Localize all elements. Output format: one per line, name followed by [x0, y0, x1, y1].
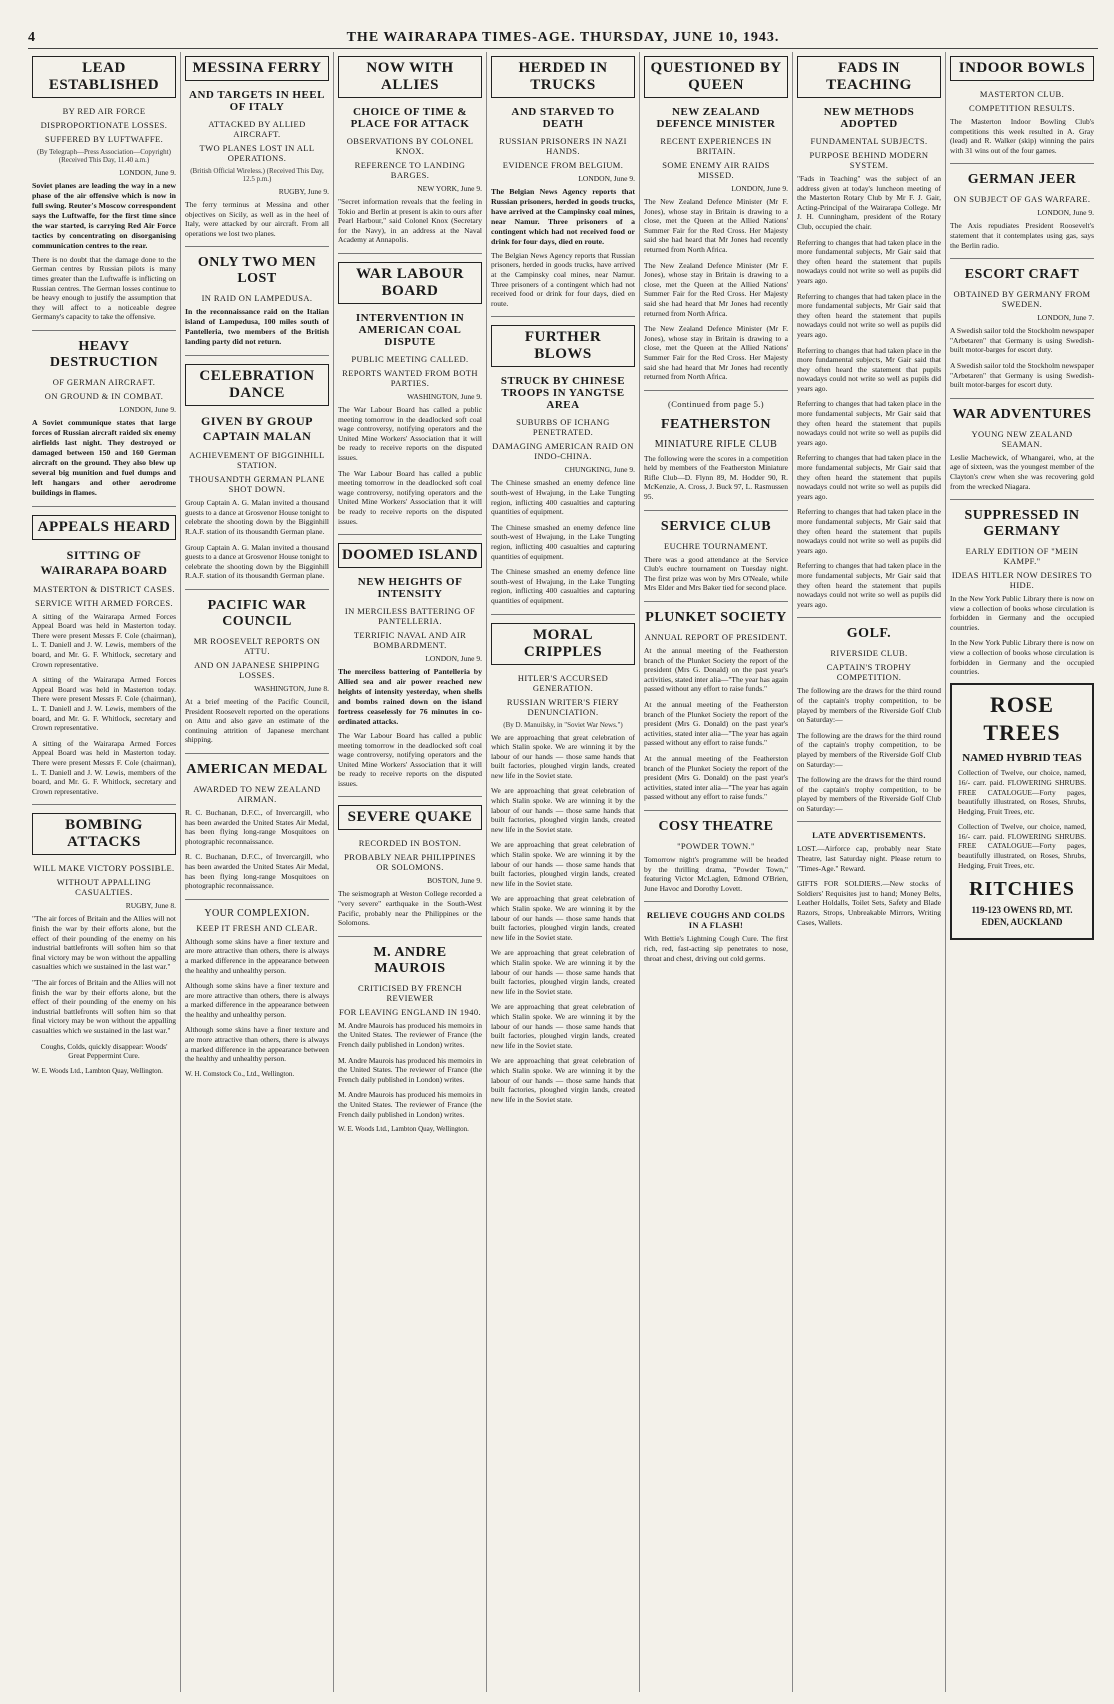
subhead: HITLER'S ACCURSED GENERATION.	[517, 672, 609, 693]
headline: SEVERE QUAKE	[338, 805, 482, 830]
article-body: M. Andre Maurois has produced his memoirs in the United States. The reviewer of France (the French daily published in London) writes.	[338, 1020, 482, 1050]
article-body: The New Zealand Defence Minister (Mr F. Jones), whose stay in Britain is drawing to a close, met the Queen at the Allied Nations' Summer Fair for the Red Cross. Her Majesty said she had heard that Mr Jones had recently returned from North Africa.	[644, 324, 788, 382]
column-7	[946, 52, 1098, 1692]
dateline: LONDON, June 9.	[731, 184, 788, 193]
article-body: At a brief meeting of the Pacific Council, President Roosevelt reported on the operations on Attu and also gave an estimate of the continuing attrition of Japanese merchant shipping.	[185, 697, 329, 745]
headline: YOUR COMPLEXION.	[204, 907, 310, 919]
subhead: REPORTS WANTED FROM BOTH PARTIES.	[342, 367, 478, 388]
article-body: The following are the draws for the third round of the captain's trophy competition, to be played by members of the Riverside Golf Club on Saturday:—	[797, 730, 941, 769]
subhead: THOUSANDTH GERMAN PLANE SHOT DOWN.	[189, 474, 325, 495]
headline: CELEBRATION DANCE	[185, 364, 329, 406]
article-body: R. C. Buchanan, D.F.C., of Invercargill, who has been awarded the United States Air Medal, has been flying long-range Mosquitoes on photographic reconnaissance.	[185, 852, 329, 891]
subhead: REFERENCE TO LANDING BARGES.	[354, 160, 466, 180]
article-body: Referring to changes that had taken place in the more fundamental subjects, Mr Gair said that they often heard the statement that pupils nowadays could not write so well as pupils did years ago.	[797, 507, 941, 555]
article-body: The seismograph at Weston College recorded a "very severe" earthquake in the South-West Pacific, probably near the Philippines or the Solomons.	[338, 889, 482, 928]
article-body: We are approaching that great celebration of which Stalin spoke. We are winning it by the labour of our hands — those same hands that built factories, ploughed virgin lands, created new life in the Soviet state.	[491, 732, 635, 780]
article-body: The following are the draws for the third round of the captain's trophy competition, to be played by members of the Riverside Golf Club on Saturday:—	[797, 686, 941, 725]
article-body: The New Zealand Defence Minister (Mr F. Jones), whose stay in Britain is drawing to a close, met the Queen at the Allied Nations' Summer Fair for the Red Cross. Her Majesty said she had heard that Mr Jones had recently returned from North Africa.	[644, 260, 788, 318]
dateline: NEW YORK, June 9.	[417, 184, 482, 193]
headline: GERMAN JEER	[967, 172, 1077, 188]
subhead: MASTERTON CLUB.	[979, 89, 1065, 99]
headline: BOMBING ATTACKS	[32, 813, 176, 855]
article-lead: Soviet planes are leading the way in a new phase of the air offensive which is now in full swing. Reuter's Moscow correspondent says the Luftwaffe, for the first time since the war started, is carrying Red Air Force tactics by concentrating on disorganising communication centres to the rear.	[32, 181, 176, 250]
subhead: WITHOUT APPALLING CASUALTIES.	[56, 877, 152, 898]
dateline: LONDON, June 9.	[119, 404, 176, 414]
article-body: We are approaching that great celebration of which Stalin spoke. We are winning it by the labour of our hands — those same hands that built factories, ploughed virgin lands, created new life in the Soviet state.	[491, 840, 635, 888]
article-body: Referring to changes that had taken place in the more fundamental subjects, Mr Gair said that they often heard the statement that pupils nowadays could not write so well as pupils did years ago.	[797, 237, 941, 285]
imprint: W. E. Woods Ltd., Lambton Quay, Wellington.	[338, 1125, 469, 1134]
subhead: OF GERMAN AIRCRAFT.	[52, 376, 156, 387]
subhead: ON GROUND & IN COMBAT.	[44, 390, 164, 401]
headline: HERDED IN TRUCKS	[491, 56, 635, 98]
article-body: In the New York Public Library there is now on view a collection of books whose circulation is forbidden in Germany and the occupied countries.	[950, 638, 1094, 677]
headline: MESSINA FERRY	[185, 56, 329, 81]
headline: PLUNKET SOCIETY	[645, 610, 787, 626]
subhead: YOUNG NEW ZEALAND SEAMAN.	[971, 428, 1073, 449]
headline: DOOMED ISLAND	[338, 543, 482, 568]
column-6	[793, 52, 946, 1692]
subhead: DISPROPORTIONATE LOSSES.	[40, 120, 168, 130]
headline: FURTHER BLOWS	[491, 325, 635, 367]
subhead: ON SUBJECT OF GAS WARFARE.	[953, 194, 1091, 205]
headline: FEATHERSTON	[660, 416, 771, 432]
dateline: LONDON, June 9.	[1037, 208, 1094, 218]
headline: LEAD ESTABLISHED	[32, 56, 176, 98]
advertisement-body: With Bettie's Lightning Cough Cure. The first rich, red, fast-acting sip penetrates to nose, throat and chest, driving out cold germs.	[644, 934, 788, 963]
subhead: RIVERSIDE CLUB.	[830, 648, 908, 659]
subhead: AND TARGETS IN HEEL OF ITALY	[189, 89, 325, 113]
article-body: A Swedish sailor told the Stockholm newspaper "Arbetaren" that Germany is using Swedish-built motor-barges for escort duty.	[950, 326, 1094, 355]
subhead: KEEP IT FRESH AND CLEAR.	[196, 922, 318, 933]
subhead: NEW HEIGHTS OF INTENSITY	[357, 576, 463, 601]
subhead: AND STARVED TO DEATH	[511, 106, 615, 130]
headline: HEAVY DESTRUCTION	[49, 338, 159, 370]
headline: GOLF.	[846, 626, 892, 642]
article-body: The Belgian News Agency reports that Russian prisoners, herded in goods trucks, have arrived at the Campinsky coal mines, near Namur. Three prisoners of a contingent which had not received food or drink for four days, died en route.	[491, 250, 635, 308]
article-body: At the annual meeting of the Featherston branch of the Plunket Society the report of the president (Mrs G. Donald) on the past year's activities, stated inter alia—"The year has again passed without any effort to raise funds."	[644, 646, 788, 694]
subhead: MR ROOSEVELT REPORTS ON ATTU.	[193, 636, 321, 656]
subhead: RUSSIAN PRISONERS IN NAZI HANDS.	[499, 136, 627, 156]
dateline: RUGBY, June 8.	[125, 901, 176, 911]
dateline: CHUNGKING, June 9.	[564, 465, 635, 475]
article-body: The Chinese smashed an enemy defence line south-west of Hwajung, in the Lake Tungting region, inflicting 400 casualties and capturing quantities of equipment.	[491, 567, 635, 605]
headline: PACIFIC WAR COUNCIL	[207, 598, 307, 629]
column-5	[640, 52, 793, 1692]
article-body: The ferry terminus at Messina and other objectives on Sicily, as well as in the heel of Italy, were attacked by our aircraft. From all operations we lost two planes.	[185, 200, 329, 238]
article-lead: In the reconnaissance raid on the Italian island of Lampedusa, 100 miles south of Pantelleria, two members of the British landing party did not return.	[185, 307, 329, 347]
dateline: WASHINGTON, June 9.	[407, 391, 482, 401]
article-body: The War Labour Board has called a public meeting tomorrow in the deadlocked soft coal wage controversy, notifying operators and the United Mine Workers' Association that it will be ready to receive reports on the disputed issues.	[338, 730, 482, 788]
headline: ESCORT CRAFT	[964, 267, 1080, 283]
article-body: Group Captain A. G. Malan invited a thousand guests to a dance at Grosvenor House tonight to celebrate the shooting down by the Bigginhill R.A.F. station of its thousandth German plane.	[185, 542, 329, 581]
subhead: EVIDENCE FROM BELGIUM.	[502, 160, 624, 170]
dateline: RUGBY, June 9.	[278, 187, 329, 196]
subhead: STRUCK BY CHINESE TROOPS IN YANGTSE AREA	[500, 375, 626, 412]
article-body: The following were the scores in a competition held by members of the Featherston Miniature Rifle Club—D. Flynn 89, M. Hodder 90, R. McKenzie, A. Cross, J. Buck 97, L. Rasmussen 95.	[644, 453, 788, 502]
subhead: PURPOSE BEHIND MODERN SYSTEM.	[809, 150, 929, 170]
subhead: MASTERTON & DISTRICT CASES.	[33, 583, 175, 594]
article-body: Referring to changes that had taken place in the more fundamental subjects, Mr Gair said that they often heard the statement that pupils nowadays could not write so well as pupils did years ago.	[797, 561, 941, 609]
subhead: AWARDED TO NEW ZEALAND AIRMAN.	[193, 783, 321, 804]
article-body: We are approaching that great celebration of which Stalin spoke. We are winning it by the labour of our hands — those same hands that built factories, ploughed virgin lands, created new life in the Soviet state.	[491, 894, 635, 942]
subhead: SOME ENEMY AIR RAIDS MISSED.	[662, 160, 770, 180]
subhead: IDEAS HITLER NOW DESIRES TO HIDE.	[951, 570, 1093, 591]
article-body: At the annual meeting of the Featherston branch of the Plunket Society the report of the president (Mrs G. Donald) on the past year's activities, stated inter alia—"The year has again passed without any effort to raise funds."	[644, 700, 788, 748]
advertisement-title: RELIEVE COUGHS AND COLDS IN A FLASH!	[646, 910, 786, 931]
subhead: ACHIEVEMENT OF BIGGINHILL STATION.	[189, 450, 325, 471]
classified-ad: LOST.—Airforce cap, probably near State Theatre, last Saturday night. Please return to "Times-Age." Reward.	[797, 844, 941, 873]
headline: MORAL CRIPPLES	[491, 623, 635, 665]
subhead: OBSERVATIONS BY COLONEL KNOX.	[346, 136, 474, 156]
subhead: DAMAGING AMERICAN RAID ON INDO-CHINA.	[492, 441, 634, 462]
article-body: Referring to changes that had taken place in the more fundamental subjects, Mr Gair said that they often heard the statement that pupils nowadays could not write so well as pupils did years ago.	[797, 345, 941, 393]
headline: QUESTIONED BY QUEEN	[644, 56, 788, 98]
subhead: SITTING OF WAIRARAPA BOARD	[40, 547, 168, 577]
article-body: "The air forces of Britain and the Allies will not finish the war by their efforts alone, but the effect of their pounding of the enemy on his industrial battlefronts will soften him so that final victory may be won without the appalling casualties which we sustained in the last war."	[32, 914, 176, 972]
headline: APPEALS HEARD	[32, 515, 176, 540]
article-lead: The merciless battering of Pantelleria by Allied sea and air power reached new heights of intensity yesterday, when shells and bombs rained down on the island fortress ceaselessly for 76 minutes in co-ordinated attacks.	[338, 667, 482, 726]
wire-credit: (By D. Manuilsky, in "Soviet War News.")	[503, 720, 623, 729]
dateline: LONDON, June 9.	[119, 168, 176, 177]
rose-trees-ad	[950, 683, 1094, 940]
subhead: CRITICISED BY FRENCH REVIEWER	[357, 982, 463, 1003]
subhead: CHOICE OF TIME & PLACE FOR ATTACK	[350, 106, 470, 130]
headline: WAR LABOUR BOARD	[338, 262, 482, 304]
subhead: RECORDED IN BOSTON.	[358, 838, 462, 849]
article-body: "Secret information reveals that the feeling in Tokio and Berlin at present is akin to ours after Pearl Harbour," said Colonel Knox (Secretary for the Navy), in an address at the Naval Academy at Annapolis.	[338, 197, 482, 245]
subhead: BY RED AIR FORCE	[62, 106, 146, 116]
article-body: The Masterton Indoor Bowling Club's competitions this week resulted in A. Gray (lead) and R. Walker (skip) winning the pairs with 31 wins out of the four games.	[950, 117, 1094, 155]
masthead	[28, 28, 1098, 49]
subhead: ATTACKED BY ALLIED AIRCRAFT.	[208, 119, 306, 139]
article-body: The Chinese smashed an enemy defence line south-west of Hwajung, in the Lake Tungting region, inflicting 400 casualties and capturing quantities of equipment.	[491, 522, 635, 561]
dateline: LONDON, June 9.	[578, 174, 635, 183]
article-body: We are approaching that great celebration of which Stalin spoke. We are winning it by the labour of our hands — those same hands that built factories, ploughed virgin lands, created new life in the Soviet state.	[491, 786, 635, 834]
ad-address: 119-123 OWENS RD, MT. EDEN, AUCKLAND	[971, 905, 1073, 927]
column-1	[28, 52, 181, 1692]
continued-note: (Continued from page 5.)	[668, 398, 764, 409]
article-body: M. Andre Maurois has produced his memoirs in the United States. The reviewer of France (the French daily published in London) writes.	[338, 1090, 482, 1119]
subhead: FUNDAMENTAL SUBJECTS.	[810, 136, 928, 146]
headline: COSY THEATRE	[658, 818, 774, 834]
article-body: The War Labour Board has called a public meeting tomorrow in the deadlocked soft coal wage controversy, notifying operators and the United Mine Workers' Association that it will be ready to receive reports on the disputed issues.	[338, 404, 482, 462]
article-body: We are approaching that great celebration of which Stalin spoke. We are winning it by the labour of our hands — those same hands that built factories, ploughed virgin lands, created new life in the Soviet state.	[491, 1002, 635, 1050]
dateline: LONDON, June 7.	[1037, 313, 1094, 323]
subhead: RECENT EXPERIENCES IN BRITAIN.	[660, 136, 772, 156]
headline: SUPPRESSED IN GERMANY	[964, 508, 1080, 540]
article-body: At the annual meeting of the Featherston branch of the Plunket Society the report of the president (Mrs G. Donald) on the past year's activities, stated inter alia—"The year has again passed without any effort to raise funds."	[644, 753, 788, 802]
subhead: OBTAINED BY GERMANY FROM SWEDEN.	[953, 289, 1091, 310]
headline: FADS IN TEACHING	[797, 56, 941, 98]
column-2	[181, 52, 334, 1692]
dateline: LONDON, June 9.	[425, 654, 482, 664]
headline: M. ANDRE MAUROIS	[373, 944, 447, 976]
ad-subtitle: NAMED HYBRID TEAS	[962, 752, 1082, 765]
subhead: ANNUAL REPORT OF PRESIDENT.	[644, 632, 788, 643]
subhead: SUBURBS OF ICHANG PENETRATED.	[516, 417, 610, 438]
subhead: NEW METHODS ADOPTED	[823, 106, 915, 130]
article-body: "The air forces of Britain and the Allies will not finish the war by their efforts alone, but the effect of their pounding of the enemy on his industrial battlefronts will soften him so that final victory may be won without the appalling casualties which we sustained in the last war."	[32, 977, 176, 1035]
article-body: A sitting of the Wairarapa Armed Forces Appeal Board was held in Masterton today. There were present Messrs F. Cole (chairman), L. T. Daniell and J. W. Lewis, members of the board, and Mr. G. F. Whitlock, secretary and Crown representative.	[32, 738, 176, 796]
subhead: TERRIFIC NAVAL AND AIR BOMBARDMENT.	[353, 630, 467, 651]
article-body: R. C. Buchanan, D.F.C., of Invercargill, who has been awarded the United States Air Medal, has been flying long-range Mosquitoes on photographic reconnaissance.	[185, 807, 329, 846]
headline: AMERICAN MEDAL	[186, 761, 328, 777]
subhead: WILL MAKE VICTORY POSSIBLE.	[33, 863, 175, 874]
article-body: There was a good attendance at the Service Club's euchre tournament on Tuesday night. The first prize was won by Mrs O'Neale, while Mrs Elder and Mrs Baker tied for second place.	[644, 554, 788, 593]
column-4	[487, 52, 640, 1692]
article-body: A sitting of the Wairarapa Armed Forces Appeal Board was held in Masterton today. There were present Messrs F. Cole (chairman), L. T. Daniell and J. W. Lewis, members of the board, and Mr. G. F. Whitlock, secretary and Crown representative.	[32, 611, 176, 669]
dateline: BOSTON, June 9.	[427, 876, 482, 886]
subhead: COMPETITION RESULTS.	[969, 103, 1075, 113]
article-body: In the New York Public Library there is now on view a collection of books whose circulation is forbidden in Germany and the occupied countries.	[950, 594, 1094, 632]
subhead: SUFFERED BY LUFTWAFFE.	[44, 134, 164, 144]
article-body: A Swedish sailor told the Stockholm newspaper "Arbetaren" that Germany is using Swedish-built motor-barges for escort duty.	[950, 360, 1094, 390]
ad-title: ROSE TREES	[983, 691, 1061, 746]
subhead: IN MERCILESS BATTERING OF PANTELLERIA.	[344, 606, 476, 627]
article-body: Group Captain A. G. Malan invited a thousand guests to a dance at Grosvenor House tonight to celebrate the shooting down by the Bigginhill R.A.F. station of its thousandth German plane.	[185, 498, 329, 537]
ad-body: Collection of Twelve, our choice, named, 16/- carr. paid. FLOWERING SHRUBS. FREE CATALOGUE—Forty pages, beautifully illustrated, on Roses, Shrubs, Hedging, Fruit Trees, etc.	[958, 822, 1086, 870]
article-body: The following are the draws for the third round of the captain's trophy competition, to be played by members of the Riverside Golf Club on Saturday:—	[797, 775, 941, 813]
subhead: INTERVENTION IN AMERICAN COAL DISPUTE	[355, 311, 465, 348]
article-body: We are approaching that great celebration of which Stalin spoke. We are winning it by the labour of our hands — those same hands that built factories, ploughed virgin lands, created new life in the Soviet state.	[491, 1056, 635, 1104]
article-body: Tomorrow night's programme will be headed by the thrilling drama, "Powder Town," featuring Victor McLaglen, Edmond O'Brien, June Havoc and Dorothy Lovett.	[644, 854, 788, 893]
article-body: The New Zealand Defence Minister (Mr F. Jones), whose stay in Britain is drawing to a close, met the Queen at the Allied Nations' Summer Fair for the Red Cross. Her Majesty said she had heard that Mr Jones had recently returned from North Africa.	[644, 197, 788, 254]
subhead: RUSSIAN WRITER'S FIERY DENUNCIATION.	[506, 696, 620, 717]
newspaper-title: THE WAIRARAPA TIMES-AGE. THURSDAY, JUNE 10, 1943.	[346, 30, 780, 45]
article-body: Referring to changes that had taken place in the more fundamental subjects, Mr Gair said that they often heard the statement that pupils nowadays could not write so well as pupils did years ago.	[797, 291, 941, 339]
subhead: NEW ZEALAND DEFENCE MINISTER	[656, 106, 776, 130]
advertisement: Coughs, Colds, quickly disappear: Woods' Great Peppermint Cure.	[40, 1041, 168, 1061]
wire-credit: (British Official Wireless.) (Received This Day, 12.5 p.m.)	[190, 167, 324, 183]
subhead: EUCHRE TOURNAMENT.	[663, 540, 768, 551]
article-body: The Axis repudiates President Roosevelt's statement that it contemplates using gas, says the Berlin radio.	[950, 221, 1094, 250]
article-body: Leslie Machewick, of Whangarei, who, at the age of sixteen, was the youngest member of the Clayton's crew when she was recovering gold from the wrecked Niagara.	[950, 452, 1094, 491]
article-body: Although some skins have a finer texture and are more attractive than others, there is always a marked difference in the appearance between the healthy and unhealthy person.	[185, 981, 329, 1019]
subhead: SERVICE WITH ARMED FORCES.	[34, 597, 174, 608]
article-body: Referring to changes that had taken place in the more fundamental subjects, Mr Gair said that they often heard the statement that pupils nowadays could not write so well as pupils did years ago.	[797, 399, 941, 447]
article-body: M. Andre Maurois has produced his memoirs in the United States. The reviewer of France (the French daily published in London) writes.	[338, 1055, 482, 1084]
article-body: "Fads in Teaching" was the subject of an address given at today's luncheon meeting of the Masterton Rotary Club by Mr F. J. Gair, Acting-Principal of the Wairarapa College. Mr J. H. Cunningham, president of the Rotary Club, occupied the chair.	[797, 174, 941, 231]
subhead: GIVEN BY GROUP CAPTAIN MALAN	[201, 414, 313, 444]
columns	[28, 52, 1098, 1692]
subhead: FOR LEAVING ENGLAND IN 1940.	[338, 1006, 482, 1017]
article-body: Although some skins have a finer texture and are more attractive than others, there is always a marked difference in the appearance between the healthy and unhealthy person.	[185, 1025, 329, 1064]
headline: INDOOR BOWLS	[950, 56, 1094, 81]
subhead: PUBLIC MEETING CALLED.	[351, 353, 469, 364]
subhead: CAPTAIN'S TROPHY COMPETITION.	[826, 662, 912, 683]
subhead: IN RAID ON LAMPEDUSA.	[201, 293, 313, 304]
headline: ONLY TWO MEN LOST	[197, 255, 317, 287]
subhead: EARLY EDITION OF "MEIN KAMPF."	[965, 546, 1079, 567]
subhead: "POWDER TOWN."	[677, 840, 755, 851]
headline: NOW WITH ALLIES	[338, 56, 482, 98]
imprint: W. E. Woods Ltd., Lambton Quay, Wellington.	[32, 1066, 163, 1075]
article-body: A sitting of the Wairarapa Armed Forces Appeal Board was held in Masterton today. There were present Messrs F. Cole (chairman), L. T. Daniell and J. W. Lewis, members of the board, and Mr. G. F. Whitlock, secretary and Crown representative.	[32, 675, 176, 733]
article-body: The War Labour Board has called a public meeting tomorrow in the deadlocked soft coal wage controversy, notifying operators and the United Mine Workers' Association that it will be ready to receive reports on the disputed issues.	[338, 468, 482, 526]
section-heading: LATE ADVERTISEMENTS.	[812, 830, 926, 841]
article-lead: A Soviet communique states that large forces of Russian aircraft raided six enemy airfields last night. They destroyed or damaged between 150 and 160 German aircraft on the ground. They also blew up several big munition and fuel dumps and left hangars and other aerodrome buildings in flames.	[32, 417, 176, 497]
page-number: 4	[28, 30, 35, 45]
dateline: WASHINGTON, June 8.	[254, 684, 329, 693]
headline: WAR ADVENTURES	[952, 406, 1092, 422]
ad-brand: RITCHIES	[969, 878, 1075, 901]
ad-body: Collection of Twelve, our choice, named, 16/- carr. paid. FLOWERING SHRUBS. FREE CATALOGUE—Forty pages, beautifully illustrated, on Roses, Shrubs, Hedging, Fruit Trees, etc.	[958, 768, 1086, 816]
subhead: AND ON JAPANESE SHIPPING LOSSES.	[194, 660, 320, 680]
subhead: TWO PLANES LOST IN ALL OPERATIONS.	[199, 143, 315, 163]
subhead: PROBABLY NEAR PHILIPPINES OR SOLOMONS.	[344, 852, 476, 873]
subhead: MINIATURE RIFLE CLUB	[654, 438, 778, 450]
headline: SERVICE CLUB	[660, 518, 772, 534]
article-body: Although some skins have a finer texture and are more attractive than others, there is always a marked difference in the appearance between the healthy and unhealthy person.	[185, 936, 329, 975]
article-body: Referring to changes that had taken place in the more fundamental subjects, Mr Gair said that they often heard the statement that pupils nowadays could not write so well as pupils did years ago.	[797, 453, 941, 501]
wire-credit: (By Telegraph—Press Association—Copyright) (Received This Day, 11.40 a.m.)	[37, 148, 171, 164]
classified-ad: GIFTS FOR SOLDIERS.—New stocks of Soldiers' Requisites just to hand; Money Belts, Leather Holdalls, Toilet Sets, Safety and Blade Razors, Strops, Unbreakable Mirrors, Writing Cases, Wallets.	[797, 879, 941, 927]
article-body: We are approaching that great celebration of which Stalin spoke. We are winning it by the labour of our hands — those same hands that built factories, ploughed virgin lands, created new life in the Soviet state.	[491, 948, 635, 996]
imprint: W. H. Comstock Co., Ltd., Wellington.	[185, 1069, 295, 1078]
article-body: There is no doubt that the damage done to the German centres by Russian pilots is many times greater than the Luftwaffe is inflicting on Russian centres. The German losses continue to be heavy enough to justify the assumption that they will affect to a noticeable degree Germany's capacity to take the offensive.	[32, 254, 176, 322]
article-body: The Chinese smashed an enemy defence line south-west of Hwajung, in the Lake Tungting region, inflicting 400 casualties and capturing quantities of equipment.	[491, 478, 635, 517]
article-lead: The Belgian News Agency reports that Russian prisoners, herded in goods trucks, have arrived at the Campinsky coal mines, near Namur. Three prisoners of a contingent which had not received food or drink for four days, died en route.	[491, 187, 635, 246]
column-3	[334, 52, 487, 1692]
